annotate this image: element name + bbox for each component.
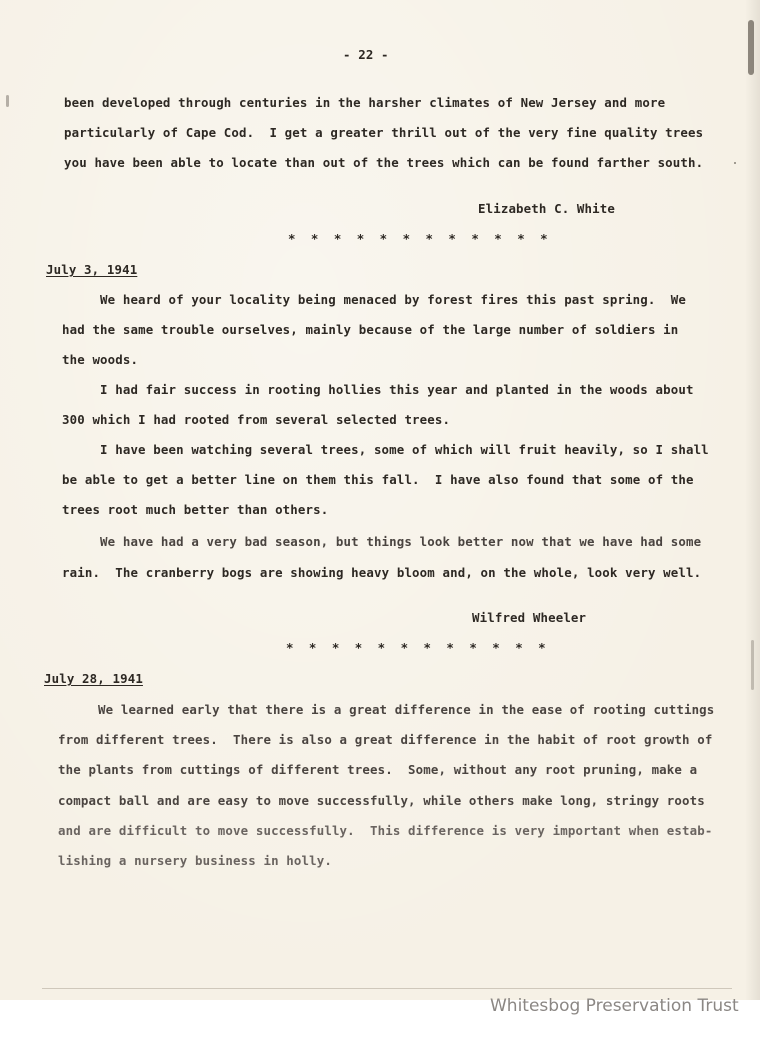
page-number: - 22 - [343,47,389,62]
page-mark [751,640,754,690]
text-line: rain. The cranberry bogs are showing heavy bloom and, on the whole, look very well. [62,565,702,580]
signature: Elizabeth C. White [478,201,615,216]
text-line: compact ball and are easy to move successfully, while others make long, stringy roots [58,793,705,808]
watermark: Whitesbog Preservation Trust [490,996,739,1016]
page-bottom-line [42,988,732,989]
text-line: We heard of your locality being menaced by forest fires this past spring. We [100,292,686,307]
separator: * * * * * * * * * * * * [288,231,552,246]
signature: Wilfred Wheeler [472,610,587,625]
text-line: you have been able to locate than out of the trees which can be found farther south. [64,155,704,170]
entry-date: July 28, 1941 [44,671,143,686]
text-line: I had fair success in rooting hollies this year and planted in the woods about [100,382,694,397]
page-mark [748,20,754,75]
page-edge-shadow [745,0,760,1000]
text-line: lishing a nursery business in holly. [58,853,332,868]
text-line: from different trees. There is also a great difference in the habit of root growth of [58,732,713,747]
text-line: 300 which I had rooted from several selected trees. [62,412,451,427]
text-line: We learned early that there is a great difference in the ease of rooting cuttings [98,702,715,717]
text-line: had the same trouble ourselves, mainly because of the large number of soldiers in [62,322,679,337]
text-line: particularly of Cape Cod. I get a greater thrill out of the very fine quality trees [64,125,704,140]
entry-date: July 3, 1941 [46,262,138,277]
text-line: trees root much better than others. [62,502,329,517]
page-mark [734,162,736,164]
text-line: be able to get a better line on them this fall. I have also found that some of the [62,472,694,487]
text-line: We have had a very bad season, but things look better now that we have had some [100,534,702,549]
text-line: the plants from cuttings of different trees. Some, without any root pruning, make a [58,762,698,777]
text-line: been developed through centuries in the harsher climates of New Jersey and more [64,95,666,110]
text-line: the woods. [62,352,139,367]
page-mark [6,95,9,107]
separator: * * * * * * * * * * * * [286,640,550,655]
text-line: and are difficult to move successfully. This difference is very important when estab- [58,823,713,838]
text-line: I have been watching several trees, some of which will fruit heavily, so I shall [100,442,709,457]
